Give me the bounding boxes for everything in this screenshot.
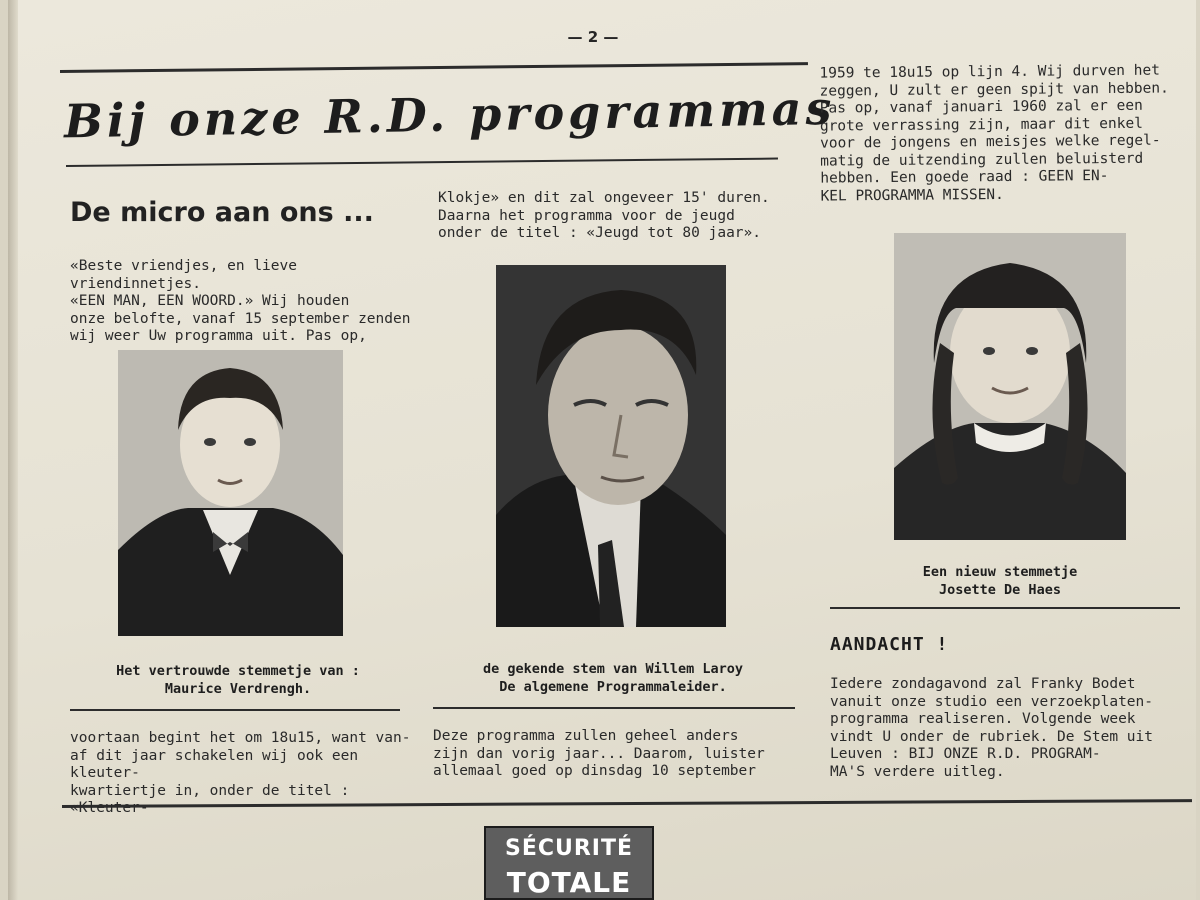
man-portrait-image	[496, 265, 726, 627]
text-line: voor de jongens en meisjes welke regel-	[820, 132, 1161, 152]
text-line: zeggen, U zult er geen spijt van hebben.	[819, 80, 1169, 100]
page-edge	[8, 0, 18, 900]
text-line: voortaan begint het om 18u15, want van-	[70, 730, 411, 746]
caption-line: Josette De Haes	[939, 582, 1061, 598]
text-line: Klokje» en dit zal ongeveer 15' duren.	[438, 190, 770, 206]
text-line: zijn dan vorig jaar... Daarom, luister	[433, 745, 765, 762]
text-line: allemaal goed op dinsdag 10 september	[433, 763, 757, 779]
col2-bottom-text	[433, 728, 798, 781]
text-line: onze belofte, vanaf 15 september zenden	[70, 310, 411, 327]
caption-line: Maurice Verdrengh.	[164, 681, 312, 697]
photo-boy	[118, 350, 343, 636]
top-rule	[60, 62, 808, 73]
caption-line: Een nieuw stemmetje	[922, 564, 1078, 580]
text-line: MA'S verdere uitleg.	[830, 763, 1005, 780]
text-line: kwartiertje in, onder de titel : «Kleuter-	[70, 782, 350, 816]
page-number: — 2 —	[567, 28, 619, 46]
aandacht-heading: AANDACHT !	[830, 634, 949, 655]
text-line: hebben. Een goede raad : GEEN EN-	[820, 168, 1109, 187]
text-line: «EEN MAN, EEN WOORD.» Wij houden	[70, 293, 350, 309]
col3-photo-caption	[850, 563, 1150, 599]
col1-photo-caption	[68, 662, 408, 698]
girl-portrait-image	[894, 233, 1126, 540]
text-line: wij weer Uw programma uit. Pas op,	[70, 328, 367, 344]
col2-top-text	[438, 190, 798, 243]
col2-caption-rule	[433, 707, 795, 709]
boy-portrait-image	[118, 350, 343, 636]
text-line: vanuit onze studio een verzoekplaten-	[830, 693, 1154, 710]
text-line: onder de titel : «Jeugd tot 80 jaar».	[438, 225, 762, 241]
text-line: Iedere zondagavond zal Franky Bodet	[830, 676, 1136, 692]
photo-girl	[894, 233, 1126, 540]
col1-bottom-text	[70, 730, 415, 818]
text-line: 1959 te 18u15 op lijn 4. Wij durven het	[819, 62, 1160, 82]
text-line: Deze programma zullen geheel anders	[433, 728, 739, 744]
logo-line-2: TOTALE	[506, 866, 632, 899]
col1-caption-rule	[70, 709, 400, 711]
text-line: matig de uitzending zullen beluisterd	[820, 150, 1144, 170]
text-line: Leuven : BIJ ONZE R.D. PROGRAM-	[830, 746, 1101, 762]
article-subhead: De micro aan ons ...	[70, 197, 374, 228]
caption-line: De algemene Programmaleider.	[499, 679, 727, 695]
newspaper-page	[8, 0, 1196, 900]
text-line: grote verrassing zijn, maar dit enkel	[819, 115, 1143, 135]
logo-line-1: SÉCURITÉ	[504, 836, 634, 861]
securite-totale-logo	[484, 826, 654, 900]
caption-line: Het vertrouwde stemmetje van :	[116, 663, 360, 679]
col3-top-text	[819, 62, 1180, 205]
text-line: Pas op, vanaf januari 1960 zal er een	[819, 97, 1143, 117]
text-line: KEL PROGRAMMA MISSEN.	[820, 186, 1004, 205]
photo-man	[496, 265, 726, 627]
text-line: af dit jaar schakelen wij ook een kleuter-	[70, 747, 359, 781]
text-line: Daarna het programma voor de jeugd	[438, 207, 735, 224]
aandacht-text	[830, 676, 1190, 781]
headline: Bij onze R.D. programmas	[63, 80, 836, 149]
col3-caption-rule	[830, 607, 1180, 609]
headline-underline	[66, 158, 778, 167]
text-line: programma realiseren. Volgende week	[830, 711, 1136, 727]
text-line: vindt U onder de rubriek. De Stem uit	[830, 728, 1154, 745]
text-line: «Beste vriendjes, en lieve vriendinnetjes.	[70, 258, 297, 292]
caption-line: de gekende stem van Willem Laroy	[482, 661, 744, 677]
col1-top-text	[70, 258, 415, 346]
col2-photo-caption	[433, 660, 793, 696]
